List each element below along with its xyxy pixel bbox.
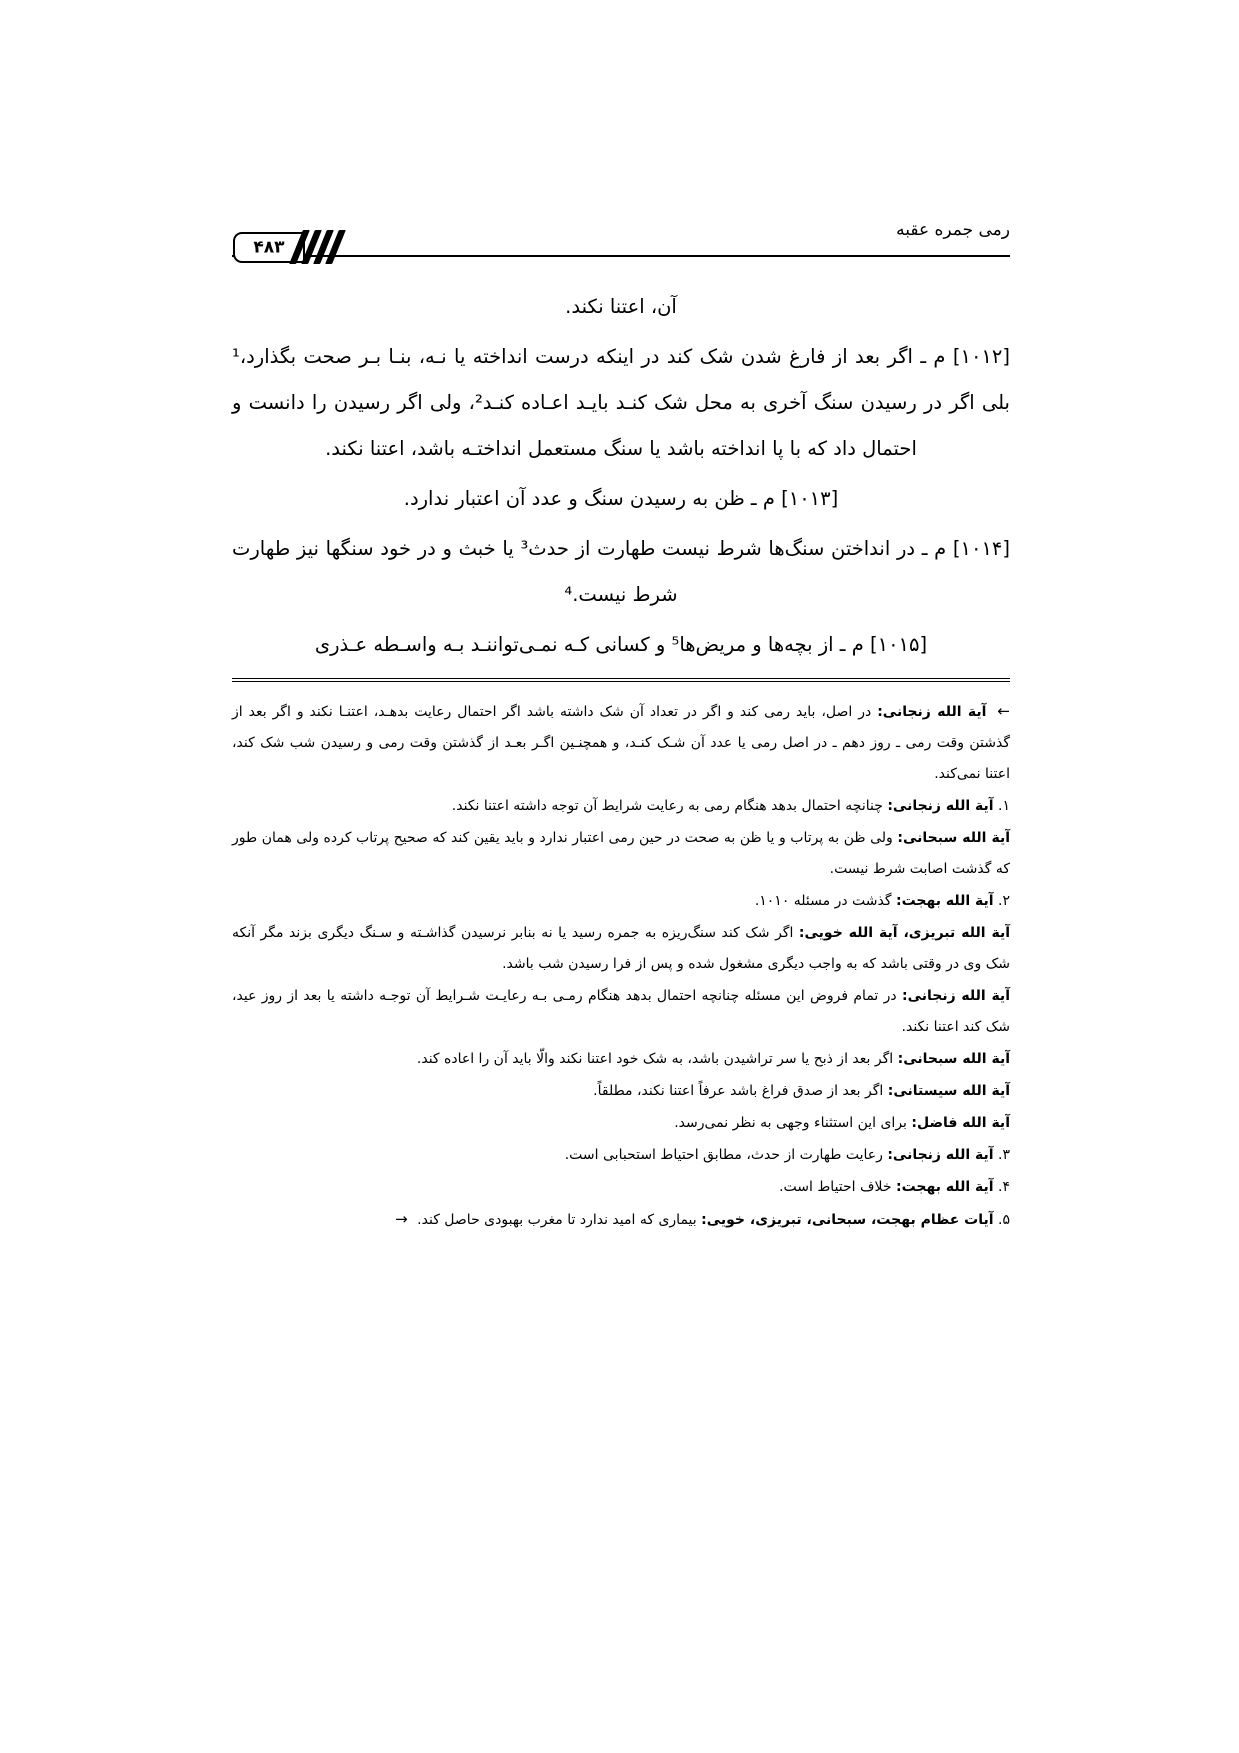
footnote-authority: آیات عظام بهجت، سبحانی، تبریزی، خویی: xyxy=(701,1212,994,1228)
footnote-text: برای این استثناء وجهی به نظر نمی‌رسد. xyxy=(674,1115,907,1131)
footnote-2-sobhani xyxy=(232,1044,1010,1075)
running-head xyxy=(232,214,1010,266)
folio-number: ۴۸۳ xyxy=(253,237,285,257)
footnote-text: در تمام فروض این مسئله چنانچه احتمال بدهد هنگام رمـی بـه رعایـت شـرایط آن توجـه داشته یا بعد از روز عید، شک کند اعتنا نکند. xyxy=(232,988,1010,1035)
folio-slashes-decoration xyxy=(294,230,356,264)
footnote-4 xyxy=(232,1172,1010,1203)
footnote-text: اگر شک کند سنگ‌ریزه به جمره رسید یا نه بنابر نرسیدن گذاشـته و سـنگ دیگری بزند مگر آنکه شک وی در وقتی باشد که به واجب دیگری مشغول شده و پس از فرا رسیدن شب باشد. xyxy=(232,925,1010,972)
footnote-text: چنانچه احتمال بدهد هنگام رمی به رعایت شرایط آن توجه داشته اعتنا نکند. xyxy=(451,798,883,814)
footnote-text: خلاف احتیاط است. xyxy=(779,1179,892,1195)
footnote-text: ولی ظن به پرتاب و یا ظن به صحت در حین رمی اعتبار ندارد و باید یقین کند که صحیح پرتاب کرده ولی همان طور که گذشت اصابت شرط نیست. xyxy=(232,830,1010,877)
footnote-3 xyxy=(232,1140,1010,1171)
footnote-text: اگر بعد از ذبح یا سر تراشیدن باشد، به شک خود اعتنا نکند والّا باید آن را اعاده کند. xyxy=(416,1051,894,1067)
footnote-authority: آیة الله فاضل: xyxy=(911,1115,1010,1131)
paragraph-1015: [۱۰۱۵] م ـ از بچه‌ها و مریض‌ها⁵ و کسانی کـه نمـی‌تواننـد بـه واسـطه عـذری xyxy=(314,633,928,656)
running-head-title: رمی جمره عقبه xyxy=(896,220,1010,240)
footnote-2-tabrizi-khoei xyxy=(232,918,1010,980)
footnote-authority: آیة الله سبحانی: xyxy=(897,1051,1010,1067)
paragraph-1013: [۱۰۱۳] م ـ ظن به رسیدن سنگ و عدد آن اعتبار ندارد. xyxy=(403,487,839,510)
footnote-text: رعایت طهارت از حدث، مطابق احتیاط استحبابی است. xyxy=(564,1147,883,1163)
footnote-1 xyxy=(232,791,1010,822)
paragraph-continuation: آن، اعتنا نکند. xyxy=(565,295,677,318)
folio-badge xyxy=(232,224,367,266)
footnote-list xyxy=(232,696,1010,1236)
paragraph-1012: [۱۰۱۲] م ـ اگر بعد از فارغ شدن شک کند در اینکه درست انداخته یا نـه، بنـا بـر صحت بگذارد،¹ بلی اگر در رسیدن سنگ آخری به محل شک کنـد بایـد اعـاده کنـد²، ولی اگر رسیدن را دانست و احتمال داد که با پا انداخته باشد یا سنگ مستعمل انداختـه باشد، اعتنا نکند. xyxy=(232,345,1010,460)
footnote-2-fazel xyxy=(232,1108,1010,1139)
footnote-2-sistani xyxy=(232,1076,1010,1107)
footnote-5 xyxy=(232,1204,1010,1236)
body-text xyxy=(232,284,1010,668)
footnote-marker: ۵. xyxy=(998,1212,1010,1228)
footnote-authority: آیة الله تبریزی، آیة الله خویی: xyxy=(798,925,1011,941)
footnote-2 xyxy=(232,886,1010,917)
footnote-separator xyxy=(232,678,1010,682)
footnote-text: در اصل، باید رمی کند و اگر در تعداد آن شک داشته باشد اگر احتمال رعایت بدهـد، اعتنـا نکند و اگر بعد از گذشتن وقت رمی ـ روز دهم ـ در اصل رمی یا عدد آن شـک کنـد، و همچنـین اگـر بعـد از گذشتن وقت رمی و رسیدن شب شک کند، اعتنا نمی‌کند. xyxy=(232,704,1010,782)
footnote-text: گذشت در مسئله ۱۰۱۰. xyxy=(754,893,892,909)
footnote-2-zanjani xyxy=(232,981,1010,1043)
footnote-carryover xyxy=(232,696,1010,790)
footnote-authority: آیة الله زنجانی: xyxy=(887,1147,994,1163)
footnote-authority: آیة الله سبحانی: xyxy=(897,830,1010,846)
footnote-authority: آیة الله زنجانی: xyxy=(887,798,994,814)
footnote-text: اگر بعد از صدق فراغ باشد عرفاً اعتنا نکند، مطلقاً. xyxy=(593,1083,884,1099)
footnote-authority: آیة الله بهجت: xyxy=(896,1179,994,1195)
footnote-authority: آیة الله سیستانی: xyxy=(887,1083,1010,1099)
footnote-authority: آیة الله زنجانی: xyxy=(877,704,987,720)
footnote-authority: آیة الله زنجانی: xyxy=(901,988,1010,1004)
footnote-1-sobhani xyxy=(232,823,1010,885)
footnote-marker: ۱. xyxy=(998,798,1010,814)
footnote-marker: ۲. xyxy=(998,893,1010,909)
footnote-marker: ۴. xyxy=(998,1179,1010,1195)
footnote-text: بیماری که امید ندارد تا مغرب بهبودی حاصل کند. xyxy=(417,1212,697,1228)
footnote-authority: آیة الله بهجت: xyxy=(896,893,994,909)
paragraph-1014: [۱۰۱۴] م ـ در انداختن سنگ‌ها شرط نیست طهارت از حدث³ یا خبث و در خود سنگها نیز طهارت شرط نیست.⁴ xyxy=(232,537,1011,606)
page-content xyxy=(232,214,1010,1237)
footnote-marker: ۳. xyxy=(998,1147,1010,1163)
